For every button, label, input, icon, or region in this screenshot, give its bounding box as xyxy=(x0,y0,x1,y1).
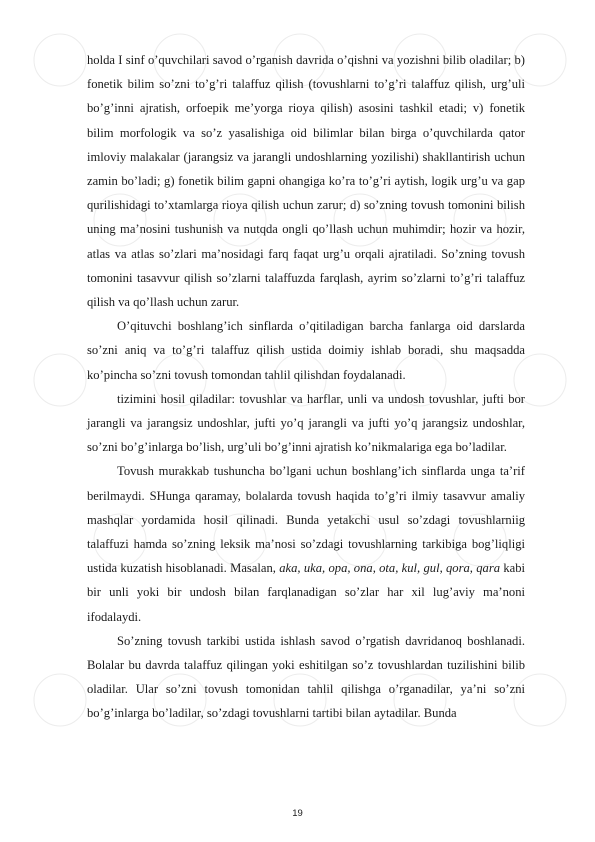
page-number: 19 xyxy=(292,808,303,819)
paragraph-text: Tovush murakkab tushuncha bo’lgani uchun boshlang’ich sinflarda unga ta’rif berilmaydi. SHunga qaramay, bolalarda tovush haqida to’g’ri ilmiy tasavvur amaliy mashqlar yordamida hosil qilinadi. Bunda yetakchi usul so’zdagi tovushlarniig talaffuzi hamda so’zning leksik ma’nosi so’zdagi tovushlarning tarkibiga bog’liqligi ustida kuzatish hisoblanadi. Masalan, xyxy=(87,464,525,576)
paragraph-text: kabi bir unli yoki bir undosh bilan farqlanadigan so’zlar har xil lug’aviy ma’noni ifodalaydi. xyxy=(87,561,526,624)
italic-example-words: aka, uka, opa, ona, ota, kul, gul, qora, qara xyxy=(279,561,501,576)
paragraph xyxy=(87,314,525,387)
paragraph-text: holda I sinf o’quvchilari savod o’rganish davrida o’qishni va yozishni bilib oladilar; b) fonetik bilim so’zni to’g’ri talaffuz qilish (tovushlarni to’g’ri talaffuz qilish, urg’uli bo’g’inni ajratish, orfoepik me’yorga rioya qilish) asosini tashkil etadi; v) fonetik bilim morfologik va so’z yasalishiga oid bilimlar bilan birga o’quvchilarda qator imloviy malakalar (jarangsiz va jarangli undoshlarning yozilishi) shakllantirish uchun zamin bo’ladi; g) fonetik bilim gapni ohangiga ko’ra to’g’ri aytish, logik urg’u va gap qurilishidagi to’xtamlarga rioya qilish uchun zarur; d) so’zning tovush tomonini bilish uning ma’nosini tushunish va nutqda ongli qo’llash uchun muhimdir; hozir va hozir, atlas va atlas so’zlari ma’nosidagi farq faqat urg’u orqali ajratiladi. So’zning tovush tomonini tasavvur qilish so’zlarni talaffuzda farqlash, ayrim so’zlarni to’g’ri talaffuz qilish va qo’llash uchun zarur. xyxy=(87,53,525,310)
paragraph xyxy=(87,459,525,628)
paragraph-text: O’qituvchi boshlang’ich sinflarda o’qitiladigan barcha fanlarga oid darslarda so’zni aniq va to’g’ri talaffuz qilish ustida doimiy ishlab boradi, shu maqsadda ko’pincha so’zni tovush tomondan tahlil qilishdan foydalanadi. xyxy=(87,319,525,382)
paragraph xyxy=(87,629,525,726)
paragraph-text: tizimini hosil qiladilar: tovushlar va harflar, unli va undosh tovushlar, jufti bor jarangli va jarangsiz undoshlar, jufti yo’q jarangli va jufti yo’q jarangsiz undoshlar, so’zni bo’g’inlarga bo’lish, urg’uli bo’g’inni ajratish ko’nikmalariga ega bo’ladilar. xyxy=(87,391,525,455)
paragraph xyxy=(87,48,525,314)
paragraph-text: So’zning tovush tarkibi ustida ishlash savod o’rgatish davridanoq boshlanadi. Bolalar bu davrda talaffuz qilingan yoki eshitilgan so’z tovushlardan tuzilishini bilib oladilar. Ular so’zni tovush tomonidan tahlil qilishga o’rganadilar, ya’ni so’zni bo’g’inlarga bo’ladilar, so’zdagi tovushlarni tartibi bilan aytadilar. Bunda xyxy=(87,633,525,721)
paragraph xyxy=(87,387,525,460)
document-body xyxy=(87,48,525,726)
